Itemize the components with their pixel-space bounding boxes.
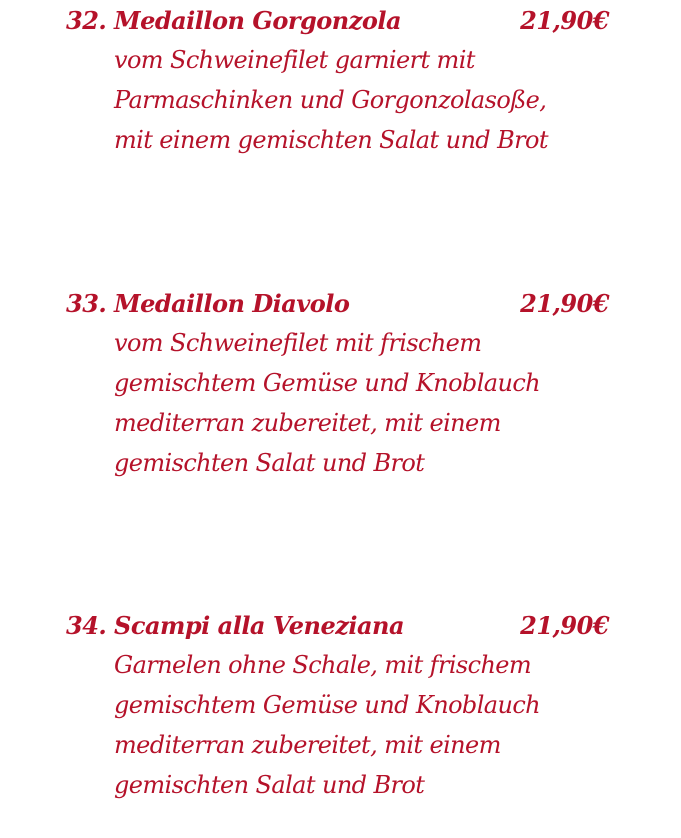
item-name: Medaillon Gorgonzola — [114, 6, 402, 35]
description-line: Garnelen ohne Schale, mit frischem — [114, 651, 532, 679]
description-line: mediterran zubereitet, mit einem — [114, 409, 501, 437]
item-number: 33. — [66, 289, 107, 318]
item-price: 21,90€ — [520, 6, 609, 35]
description-line: gemischten Salat und Brot — [114, 771, 425, 799]
item-number: 32. — [66, 6, 107, 35]
description-line: gemischtem Gemüse und Knoblauch — [114, 691, 541, 719]
description-line: vom Schweinefilet garniert mit — [114, 46, 475, 74]
item-description — [114, 323, 634, 483]
description-line: gemischtem Gemüse und Knoblauch — [114, 369, 541, 397]
description-line: vom Schweinefilet mit frischem — [114, 329, 482, 357]
item-price: 21,90€ — [520, 611, 609, 640]
menu-item — [0, 6, 681, 154]
description-line: mediterran zubereitet, mit einem — [114, 731, 501, 759]
item-description — [114, 645, 634, 805]
menu-item — [0, 611, 681, 799]
item-name: Scampi alla Veneziana — [114, 611, 405, 640]
menu-item — [0, 289, 681, 477]
item-description — [114, 40, 634, 160]
item-price: 21,90€ — [520, 289, 609, 318]
description-line: gemischten Salat und Brot — [114, 449, 425, 477]
description-line: mit einem gemischten Salat und Brot — [114, 126, 548, 154]
menu-item-header — [0, 289, 681, 325]
item-name: Medaillon Diavolo — [114, 289, 350, 318]
menu-item-header — [0, 6, 681, 42]
menu-item-header — [0, 611, 681, 647]
item-number: 34. — [66, 611, 107, 640]
description-line: Parmaschinken und Gorgonzolasoße, — [114, 86, 547, 114]
